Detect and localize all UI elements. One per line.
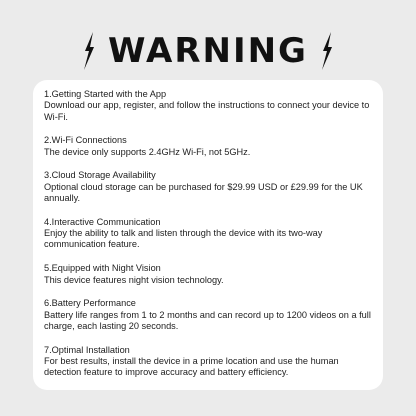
section-body: For best results, install the device in a prime location and use the human detection feature to improve accuracy and battery efficiency.	[44, 356, 339, 378]
page-title: WARNING	[108, 31, 308, 71]
section-body: Optional cloud storage can be purchased for $29.99 USD or £29.99 for the UK annually.	[44, 181, 363, 204]
section-heading: 6.Battery Performance	[44, 298, 136, 309]
section-body: The device only supports 2.4GHz Wi-Fi, not 5GHz.	[44, 146, 251, 157]
warning-card	[33, 80, 383, 390]
lightning-bolt-icon	[320, 32, 334, 70]
section-body: Enjoy the ability to talk and listen through the device with its two-way communication feature.	[44, 228, 323, 250]
section-body: This device features night vision technology.	[44, 274, 224, 285]
section-heading: 4.Interactive Communication	[44, 216, 161, 227]
section-heading: 5.Equipped with Night Vision	[44, 263, 161, 274]
lightning-bolt-icon	[82, 32, 96, 70]
warning-header	[0, 26, 416, 76]
section-body: Download our app, register, and follow the instructions to connect your device to Wi-Fi.	[44, 100, 370, 122]
section-battery	[44, 298, 373, 332]
section-heading: 2.Wi-Fi Connections	[44, 135, 127, 146]
section-heading: 7.Optimal Installation	[44, 344, 130, 355]
section-cloud-storage	[44, 170, 373, 204]
section-installation	[44, 345, 373, 379]
section-communication	[44, 217, 373, 251]
section-heading: 1.Getting Started with the App	[44, 89, 167, 99]
section-body: Battery life ranges from 1 to 2 months and can record up to 1200 videos on a full charge, each lasting 20 seconds.	[44, 309, 371, 331]
section-night-vision	[44, 263, 373, 286]
section-app-setup	[44, 89, 373, 123]
section-wifi	[44, 135, 373, 158]
section-heading: 3.Cloud Storage Availability	[44, 170, 156, 181]
